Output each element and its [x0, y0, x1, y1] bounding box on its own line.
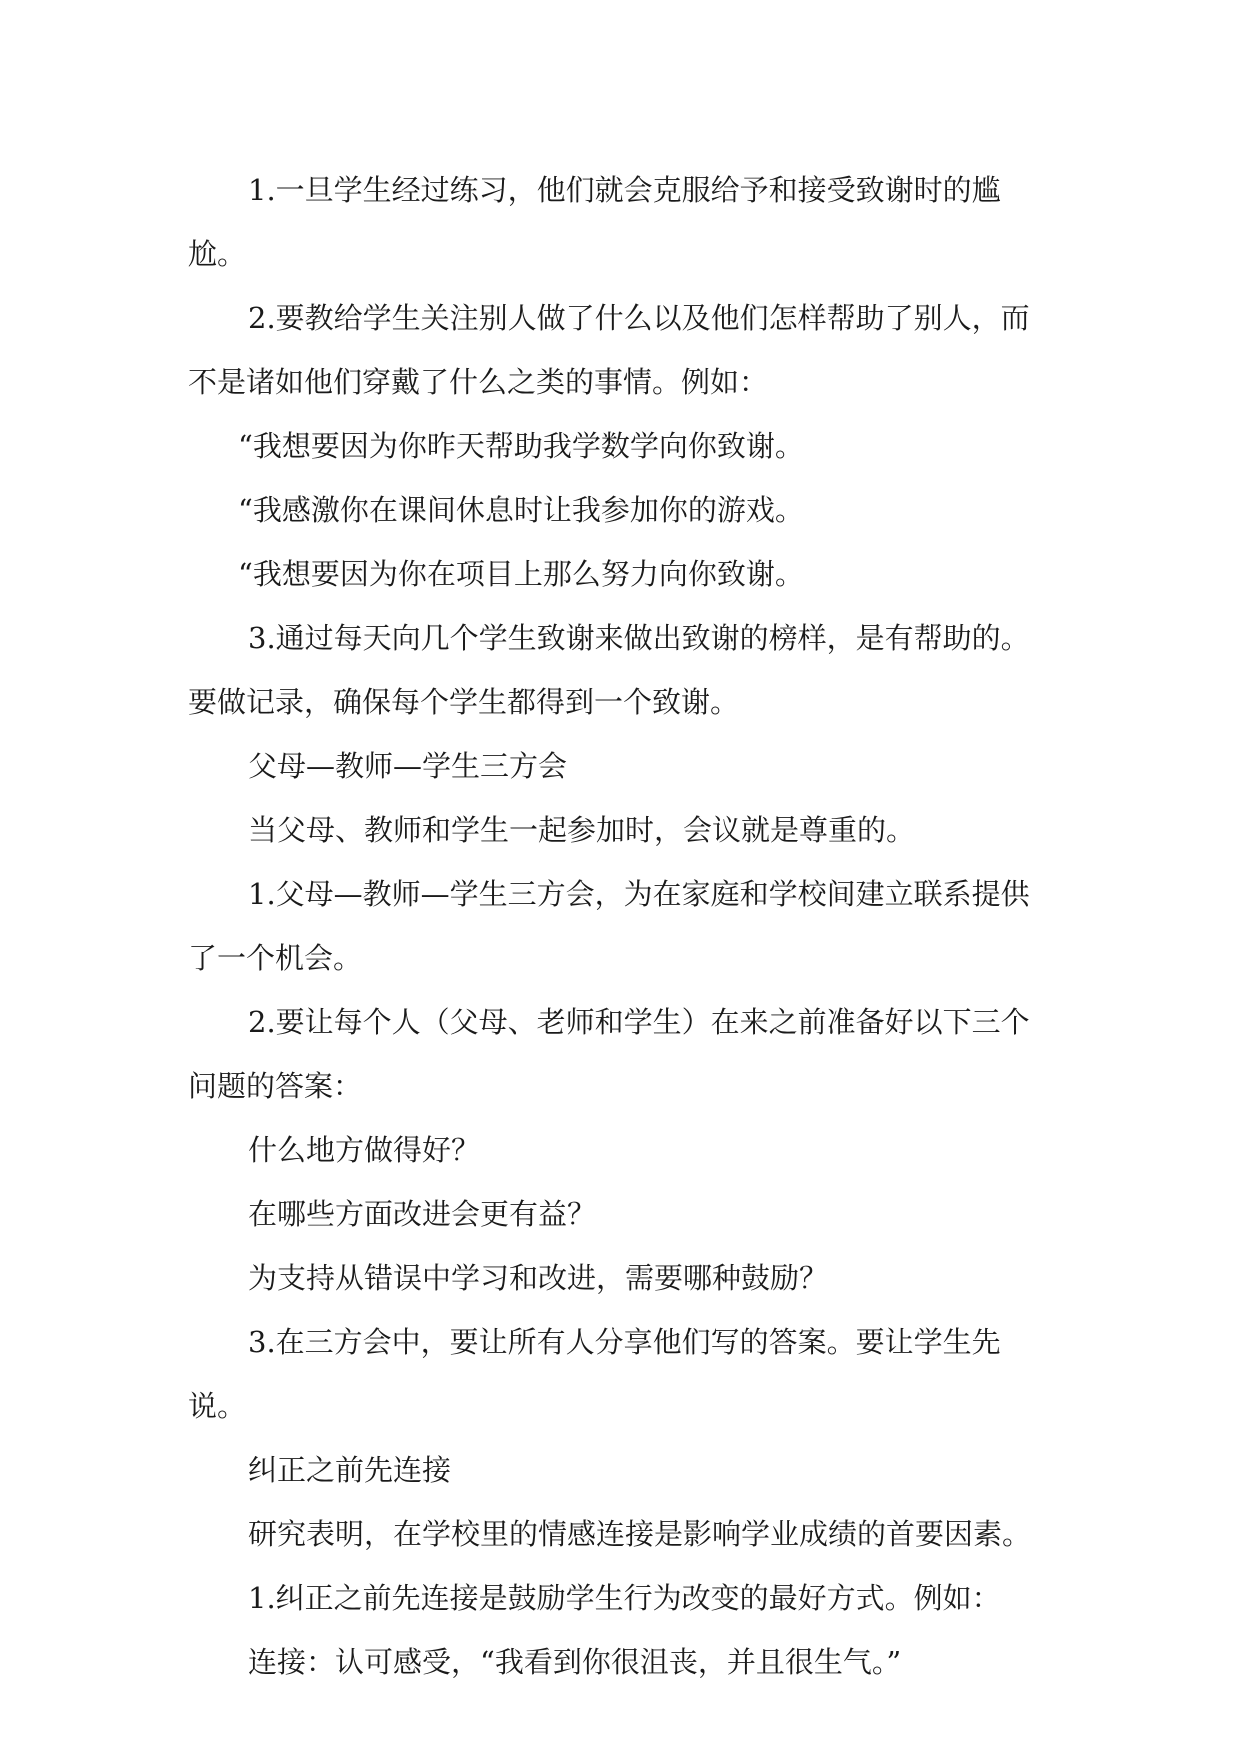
section-heading-meeting: 父母—教师—学生三方会 — [248, 749, 568, 783]
quote-example-3: “我想要因为你在项目上那么努力向你致谢。 — [238, 557, 804, 591]
paragraph-2: 2.要教给学生关注别人做了什么以及他们怎样帮助了别人，而不是诸如他们穿戴了什么之类的事情。例如： — [188, 301, 1030, 399]
document-body — [188, 158, 1054, 1694]
paragraph-meeting-3: 3.在三方会中，要让所有人分享他们写的答案。要让学生先说。 — [188, 1325, 1001, 1423]
paragraph-connect-example: 连接：认可感受，“我看到你很沮丧，并且很生气。” — [248, 1645, 902, 1679]
section-heading-connect: 纠正之前先连接 — [248, 1453, 452, 1487]
paragraph-meeting-intro: 当父母、教师和学生一起参加时，会议就是尊重的。 — [248, 813, 916, 847]
paragraph-connect-1: 1.纠正之前先连接是鼓励学生行为改变的最好方式。例如： — [248, 1581, 1001, 1615]
question-2: 在哪些方面改进会更有益？ — [248, 1197, 597, 1231]
paragraph-meeting-1: 1.父母—教师—学生三方会，为在家庭和学校间建立联系提供了一个机会。 — [188, 877, 1030, 975]
quote-example-2: “我感激你在课间休息时让我参加你的游戏。 — [238, 493, 804, 527]
paragraph-meeting-2: 2.要让每个人（父母、老师和学生）在来之前准备好以下三个问题的答案： — [188, 1005, 1030, 1103]
question-1: 什么地方做得好？ — [248, 1133, 481, 1167]
paragraph-1: 1.一旦学生经过练习，他们就会克服给予和接受致谢时的尴尬。 — [188, 173, 1001, 271]
quote-example-1: “我想要因为你昨天帮助我学数学向你致谢。 — [238, 429, 804, 463]
paragraph-connect-intro: 研究表明，在学校里的情感连接是影响学业成绩的首要因素。 — [248, 1517, 1032, 1551]
paragraph-3: 3.通过每天向几个学生致谢来做出致谢的榜样，是有帮助的。要做记录，确保每个学生都得到一个致谢。 — [188, 621, 1030, 719]
question-3: 为支持从错误中学习和改进，需要哪种鼓励？ — [248, 1261, 829, 1295]
